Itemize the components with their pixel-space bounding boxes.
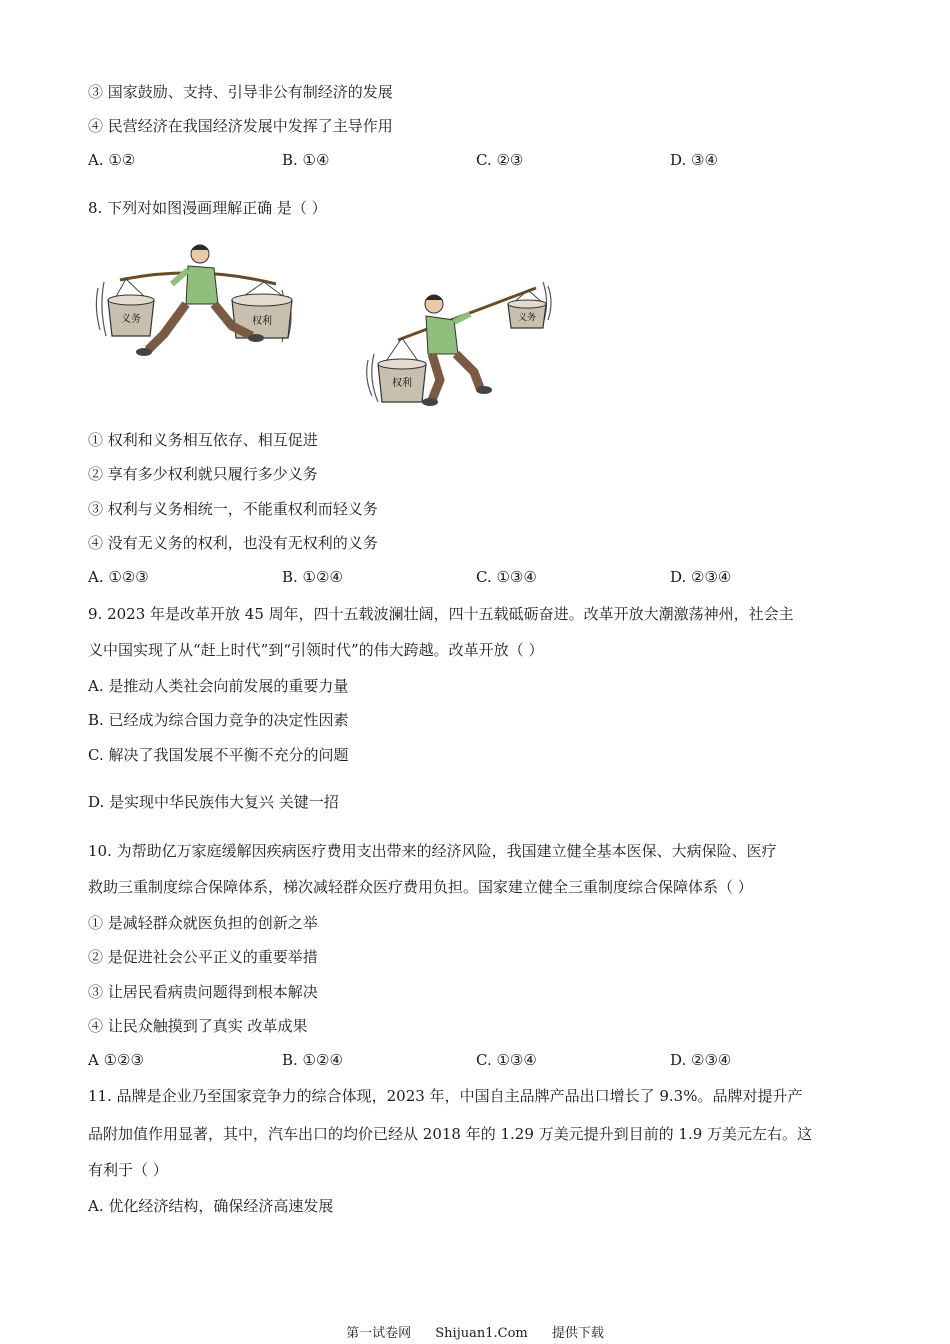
q7-item-3: ③ 国家鼓励、支持、引导非公有制经济的发展 (88, 83, 393, 101)
q11-option-a: A. 优化经济结构，确保经济高速发展 (88, 1197, 334, 1215)
q8-item-2: ② 享有多少权利就只履行多少义务 (88, 465, 318, 483)
cartoon2-low-basket-label: 权利 (392, 378, 412, 389)
cartoon2-high-basket-label: 义务 (517, 313, 537, 323)
q7-item-4: ④ 民营经济在我国经济发展中发挥了主导作用 (88, 117, 393, 135)
q9-option-b: B. 已经成为综合国力竞争的决定性因素 (88, 711, 349, 729)
q9-stem-line-2: 义中国实现了从“赶上时代”到“引领时代”的伟大跨越。改革开放（ ） (88, 641, 544, 659)
q10-option-b: B. ①②④ (282, 1051, 343, 1069)
q9-option-d: D. 是实现中华民族伟大复兴 关键一招 (88, 793, 339, 811)
q10-item-1: ① 是减轻群众就医负担的创新之举 (88, 914, 318, 932)
q7-option-b: B. ①④ (282, 151, 330, 169)
q10-option-c: C. ①③④ (476, 1051, 537, 1069)
cartoon-unbalanced-pole (362, 280, 557, 410)
q10-item-3: ③ 让居民看病贵问题得到根本解决 (88, 983, 318, 1001)
q8-item-3: ③ 权利与义务相统一，不能重权利而轻义务 (88, 500, 378, 518)
q7-option-d: D. ③④ (670, 151, 718, 169)
q8-item-4: ④ 没有无义务的权利，也没有无权利的义务 (88, 534, 378, 552)
q9-option-c: C. 解决了我国发展不平衡不充分的问题 (88, 746, 349, 764)
q7-option-a: A. ①② (88, 151, 136, 169)
q8-option-c: C. ①③④ (476, 568, 537, 586)
q10-option-a: A ①②③ (88, 1051, 144, 1069)
q11-stem-line-3: 有利于（ ） (88, 1161, 168, 1179)
q8-options (88, 567, 868, 587)
q9-stem-line-1: 9. 2023 年是改革开放 45 周年，四十五载波澜壮阔，四十五载砥砺奋进。改革开放大潮激荡神州，社会主 (88, 605, 794, 623)
q9-option-a: A. 是推动人类社会向前发展的重要力量 (88, 677, 349, 695)
cartoon1-right-basket-label: 权利 (252, 316, 272, 327)
q10-stem-line-1: 10. 为帮助亿万家庭缓解因疾病医疗费用支出带来的经济风险，我国建立健全基本医保、大病保险、医疗 (88, 842, 777, 860)
q8-option-a: A. ①②③ (88, 568, 149, 586)
q8-stem: 8. 下列对如图漫画理解正确 是（ ） (88, 199, 327, 217)
cartoon-unbalanced-pole-drawing (362, 280, 557, 410)
q11-stem-line-2: 品附加值作用显著，其中，汽车出口的均价已经从 2018 年的 1.29 万美元提升到目前的 1.9 万美元左右。这 (88, 1125, 813, 1143)
q7-option-c: C. ②③ (476, 151, 524, 169)
q8-item-1: ① 权利和义务相互依存、相互促进 (88, 431, 318, 449)
q7-options (88, 150, 868, 170)
q10-item-4: ④ 让民众触摸到了真实 改革成果 (88, 1017, 308, 1035)
q11-stem-line-1: 11. 品牌是企业乃至国家竞争力的综合体现，2023 年，中国自主品牌产品出口增长了 9.3%。品牌对提升产 (88, 1087, 803, 1105)
q10-stem-line-2: 救助三重制度综合保障体系，梯次减轻群众医疗费用负担。国家建立健全三重制度综合保障体系（ ） (88, 878, 753, 896)
q8-option-d: D. ②③④ (670, 568, 732, 586)
footer-provide-text: 提供下载 (551, 1326, 604, 1341)
q8-option-b: B. ①②④ (282, 568, 343, 586)
footer-site-name: 第一试卷网 (346, 1326, 412, 1341)
cartoon-balanced-pole (92, 238, 302, 368)
q10-options (88, 1050, 868, 1070)
cartoon1-left-basket-label: 义务 (121, 314, 141, 325)
cartoon-balanced-pole-drawing (92, 238, 302, 368)
q10-option-d: D. ②③④ (670, 1051, 732, 1069)
q10-item-2: ② 是促进社会公平正义的重要举措 (88, 948, 318, 966)
footer-site-domain[interactable]: Shijuan1.Com (435, 1326, 528, 1341)
page-footer (0, 1326, 950, 1342)
